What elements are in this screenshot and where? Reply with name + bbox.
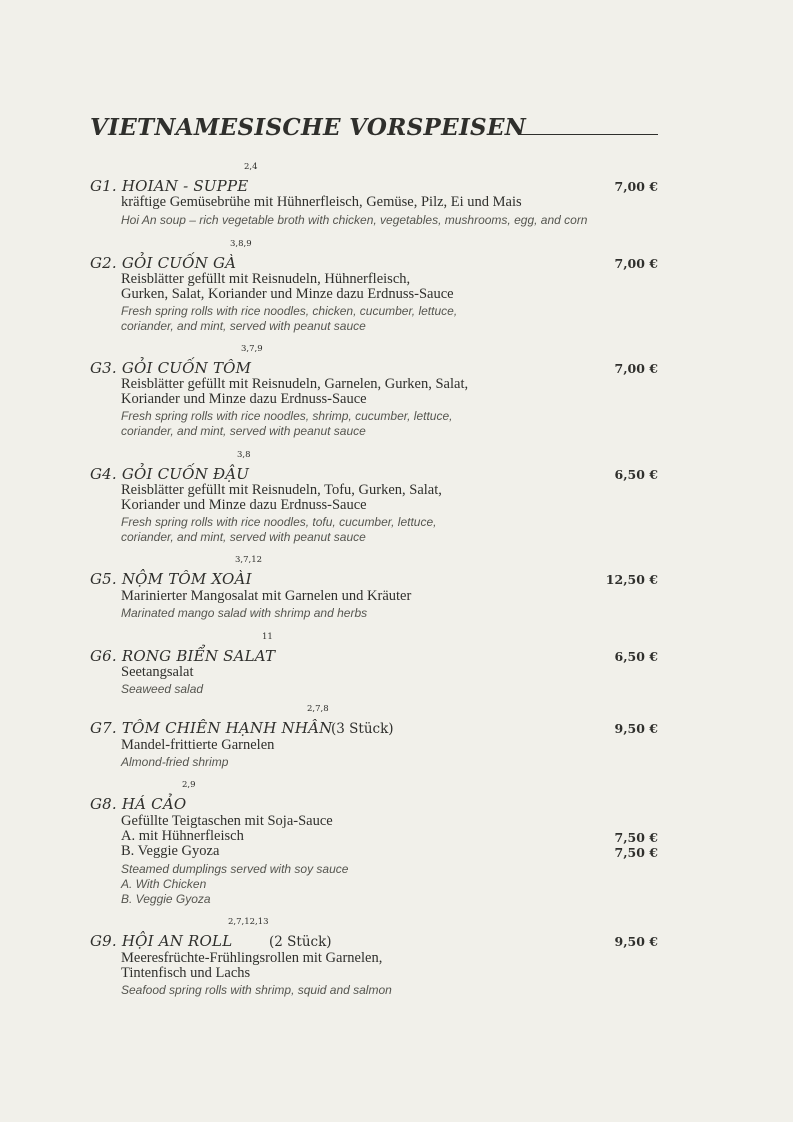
item-price: 7,00 €	[614, 256, 658, 271]
allergen-codes: 2,7,12,13	[228, 917, 269, 927]
description-en: Steamed dumplings served with soy sauce	[121, 862, 349, 876]
allergen-codes: 11	[262, 632, 273, 642]
description-en: Marinated mango salad with shrimp and herbs	[121, 606, 368, 620]
item-price: 7,00 €	[614, 179, 658, 194]
allergen-codes: 3,8	[237, 450, 251, 460]
description-en: Fresh spring rolls with rice noodles, shrimp, cucumber, lettuce,	[121, 409, 453, 423]
description-en: coriander, and mint, served with peanut sauce	[121, 530, 366, 544]
item-name: G7. TÔM CHIÊN HẠNH NHÂN	[90, 719, 333, 737]
description-en: Seafood spring rolls with shrimp, squid and salmon	[121, 983, 392, 997]
description-en: Hoi An soup – rich vegetable broth with chicken, vegetables, mushrooms, egg, and corn	[121, 213, 588, 227]
variant-price: 7,50 €	[614, 845, 658, 860]
item-price: 7,00 €	[614, 361, 658, 376]
variant-price: 7,50 €	[614, 830, 658, 845]
description-de: Koriander und Minze dazu Erdnuss-Sauce	[121, 497, 367, 513]
description-de: Reisblätter gefüllt mit Reisnudeln, Tofu, Gurken, Salat,	[121, 482, 442, 498]
item-price: 6,50 €	[614, 649, 658, 664]
description-de: Seetangsalat	[121, 664, 194, 680]
description-de: Tintenfisch und Lachs	[121, 965, 251, 981]
item-name: G8. HÁ CẢO	[90, 795, 187, 813]
description-en: coriander, and mint, served with peanut sauce	[121, 424, 366, 438]
description-de: Gurken, Salat, Koriander und Minze dazu Erdnuss-Sauce	[121, 286, 454, 302]
description-en: Almond-fried shrimp	[121, 755, 229, 769]
item-name: G9. HỘI AN ROLL	[90, 932, 233, 950]
allergen-codes: 2,7,8	[307, 704, 329, 714]
item-quantity: (3 Stück)	[331, 721, 394, 737]
description-en: Fresh spring rolls with rice noodles, chicken, cucumber, lettuce,	[121, 304, 458, 318]
item-quantity: (2 Stück)	[269, 934, 332, 950]
section-title: VIETNAMESISCHE VORSPEISEN	[90, 114, 527, 141]
item-name: G5. NỘM TÔM XOÀI	[90, 570, 252, 588]
description-en: coriander, and mint, served with peanut sauce	[121, 319, 366, 333]
allergen-codes: 2,9	[182, 780, 196, 790]
description-de: Reisblätter gefüllt mit Reisnudeln, Garnelen, Gurken, Salat,	[121, 376, 469, 392]
item-name: G4. GỎI CUỐN ĐẬU	[90, 465, 250, 483]
item-name: G2. GỎI CUỐN GÀ	[90, 254, 237, 272]
variant-chicken: A. mit Hühnerfleisch	[121, 828, 244, 844]
allergen-codes: 3,8,9	[230, 239, 252, 249]
description-de: Reisblätter gefüllt mit Reisnudeln, Hühnerfleisch,	[121, 271, 411, 287]
description-de: Gefüllte Teigtaschen mit Soja-Sauce	[121, 813, 333, 829]
item-name: G6. RONG BIỂN SALAT	[90, 647, 276, 665]
description-en: Seaweed salad	[121, 682, 204, 696]
variant-veggie: B. Veggie Gyoza	[121, 843, 220, 859]
item-price: 6,50 €	[614, 467, 658, 482]
allergen-codes: 3,7,12	[235, 555, 263, 565]
description-de: Mandel-frittierte Garnelen	[121, 737, 275, 753]
description-de: kräftige Gemüsebrühe mit Hühnerfleisch, Gemüse, Pilz, Ei und Mais	[121, 194, 522, 210]
description-de: Koriander und Minze dazu Erdnuss-Sauce	[121, 391, 367, 407]
description-de: Marinierter Mangosalat mit Garnelen und Kräuter	[121, 588, 412, 604]
description-en: A. With Chicken	[121, 877, 207, 891]
item-price: 9,50 €	[614, 721, 658, 736]
description-en: B. Veggie Gyoza	[121, 892, 211, 906]
item-price: 12,50 €	[605, 572, 658, 587]
item-name: G3. GỎI CUỐN TÔM	[90, 359, 252, 377]
allergen-codes: 3,7,9	[241, 344, 263, 354]
description-en: Fresh spring rolls with rice noodles, tofu, cucumber, lettuce,	[121, 515, 437, 529]
item-name: G1. HOIAN - SUPPE	[90, 177, 249, 195]
title-rule	[521, 134, 658, 135]
allergen-codes: 2,4	[244, 162, 258, 172]
description-de: Meeresfrüchte-Frühlingsrollen mit Garnelen,	[121, 950, 383, 966]
item-price: 9,50 €	[614, 934, 658, 949]
